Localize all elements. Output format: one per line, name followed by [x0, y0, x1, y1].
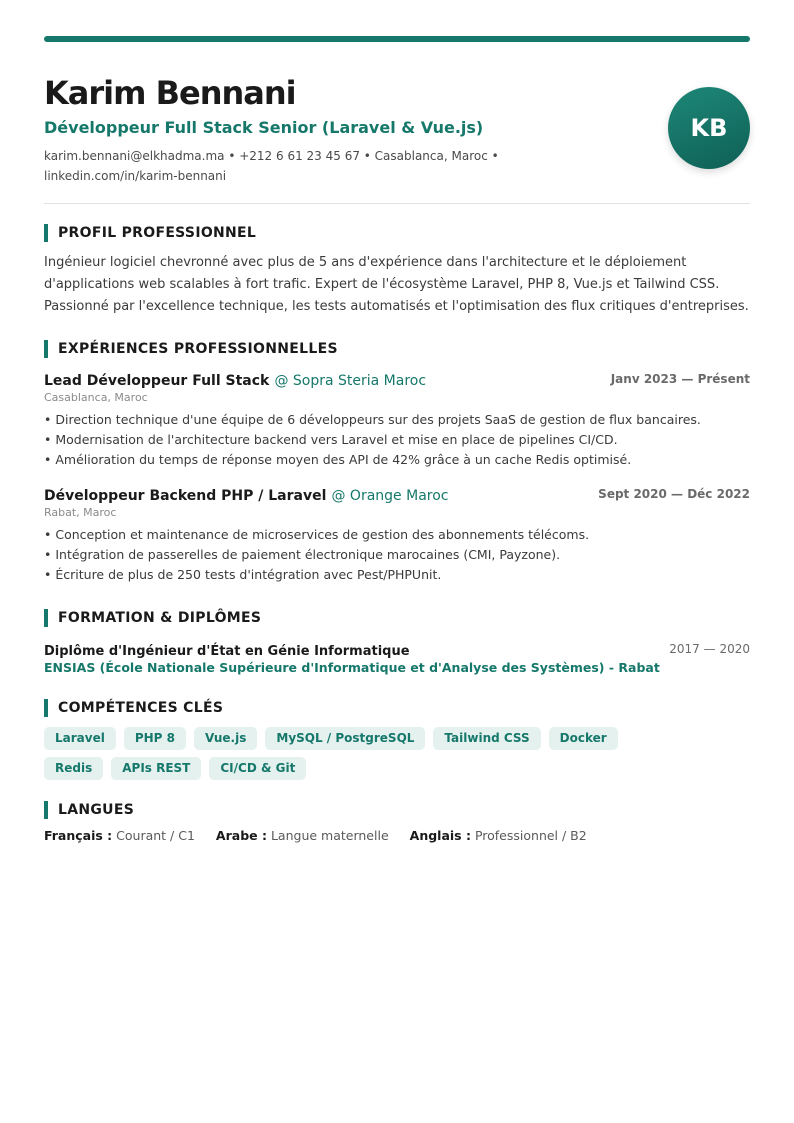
job-bullet: • Direction technique d'une équipe de 6 développeurs sur des projets SaaS de gestion de flux bancaires. — [44, 410, 750, 430]
education-section — [44, 609, 750, 678]
job-dates: Sept 2020 — Déc 2022 — [598, 487, 750, 501]
job-company: @ Orange Maroc — [331, 488, 449, 504]
section-heading: COMPÉTENCES CLÉS — [44, 699, 750, 717]
candidate-title: Développeur Full Stack Senior (Laravel & Vue.js) — [44, 118, 484, 137]
job-entry — [44, 370, 750, 470]
resume-page — [44, 36, 750, 843]
job-role: Développeur Backend PHP / Laravel — [44, 488, 327, 504]
language-level: Courant / C1 — [116, 828, 195, 843]
skill-tags — [44, 727, 684, 780]
job-location: Casablanca, Maroc — [44, 391, 148, 404]
profile-section — [44, 224, 750, 318]
job-header — [44, 485, 750, 505]
degree-years: 2017 — 2020 — [669, 642, 750, 656]
job-dates: Janv 2023 — Présent — [610, 372, 750, 386]
job-entry — [44, 485, 750, 585]
section-heading: EXPÉRIENCES PROFESSIONNELLES — [44, 340, 750, 358]
language-list — [44, 827, 750, 845]
skill-tag: Laravel — [44, 727, 116, 750]
skill-tag: Vue.js — [194, 727, 257, 750]
skill-tag: Tailwind CSS — [433, 727, 540, 750]
contact-line: karim.bennani@elkhadma.ma • +212 6 61 23 45 67 • Casablanca, Maroc • linkedin.com/in/karim-bennani — [44, 149, 499, 183]
language-name: Arabe : — [215, 828, 267, 843]
languages-section — [44, 801, 750, 845]
resume-header — [44, 42, 750, 204]
skill-tag: MySQL / PostgreSQL — [265, 727, 425, 750]
section-heading: PROFIL PROFESSIONNEL — [44, 224, 750, 242]
education-header — [44, 640, 750, 658]
language-level: Professionnel / B2 — [474, 828, 587, 843]
candidate-name: Karim Bennani — [44, 74, 296, 112]
skill-tag: Redis — [44, 757, 103, 780]
job-role: Lead Développeur Full Stack — [44, 373, 270, 389]
job-bullet: • Intégration de passerelles de paiement électronique marocaines (CMI, Payzone). — [44, 545, 750, 565]
language-name: Anglais : — [409, 828, 471, 843]
language-item — [216, 827, 389, 845]
skill-tag: APIs REST — [111, 757, 201, 780]
skill-tag: PHP 8 — [124, 727, 186, 750]
job-bullet: • Amélioration du temps de réponse moyen des API de 42% grâce à un cache Redis optimisé. — [44, 450, 750, 470]
skill-tag: Docker — [549, 727, 618, 750]
degree: Diplôme d'Ingénieur d'État en Génie Informatique — [44, 644, 410, 659]
job-company: @ Sopra Steria Maroc — [274, 373, 427, 389]
job-bullet: • Conception et maintenance de microservices de gestion des abonnements télécoms. — [44, 525, 750, 545]
job-bullets — [44, 525, 750, 585]
school: ENSIAS (École Nationale Supérieure d'Informatique et d'Analyse des Systèmes) - Rabat — [44, 660, 660, 675]
avatar: KB — [668, 87, 750, 169]
experience-section — [44, 340, 750, 585]
language-item — [410, 827, 587, 845]
section-heading: FORMATION & DIPLÔMES — [44, 609, 750, 627]
job-header — [44, 370, 750, 390]
language-name: Français : — [44, 828, 113, 843]
language-item — [44, 827, 195, 845]
profile-text: Ingénieur logiciel chevronné avec plus de 5 ans d'expérience dans l'architecture et le déploiement d'applications web scalables à fort trafic. Expert de l'écosystème Laravel, PHP 8, Vue.js et Tailwind CSS. Passionné par l'excellence technique, les tests automatisés et l'optimisation des flux critiques d'entreprises. — [44, 255, 749, 314]
job-location: Rabat, Maroc — [44, 506, 117, 519]
job-bullets — [44, 410, 750, 470]
language-level: Langue maternelle — [270, 828, 389, 843]
section-heading: LANGUES — [44, 801, 750, 819]
job-bullet: • Modernisation de l'architecture backend vers Laravel et mise en place de pipelines CI/CD. — [44, 430, 750, 450]
job-bullet: • Écriture de plus de 250 tests d'intégration avec Pest/PHPUnit. — [44, 565, 750, 585]
skills-section — [44, 699, 750, 780]
skill-tag: CI/CD & Git — [209, 757, 306, 780]
